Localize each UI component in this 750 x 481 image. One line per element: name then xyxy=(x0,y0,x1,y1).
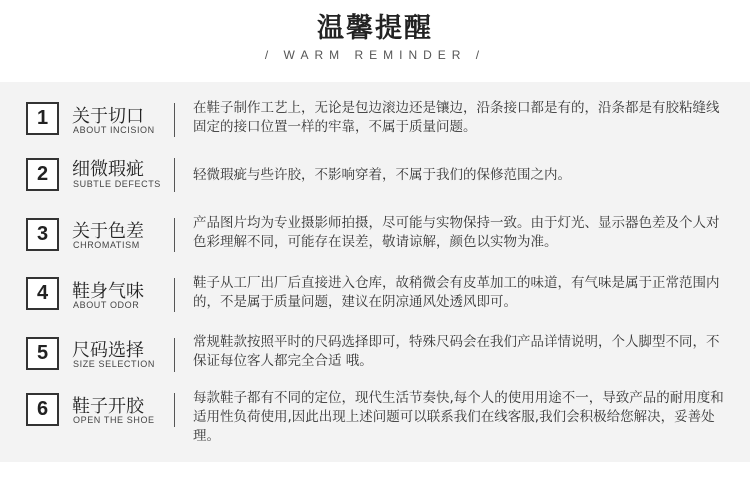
item-number: 3 xyxy=(26,218,59,251)
item-subtitle: SIZE SELECTION xyxy=(73,359,155,369)
item-description: 鞋子从工厂出厂后直接进入仓库，故稍微会有皮革加工的味道，有气味是属于正常范围内的，不是属于质量问题，建议在阴凉通风处透风即可。 xyxy=(193,275,720,310)
item-description: 每款鞋子都有不同的定位，现代生活节奏快,每个人的使用用途不一，导致产品的耐用度和适用性负荷使用,因此出现上述问题可以联系我们在线客服,我们会积极给您解决，妥善处理。 xyxy=(193,390,724,444)
item-title: 细微瑕疵 xyxy=(72,159,144,180)
item-subtitle: CHROMATISM xyxy=(73,240,140,250)
reminder-item-incision xyxy=(0,92,750,150)
divider xyxy=(174,218,175,252)
item-title: 尺码选择 xyxy=(72,340,144,361)
divider xyxy=(174,393,175,427)
item-title: 鞋子开胶 xyxy=(72,396,144,417)
page-title: 温馨提醒 xyxy=(317,13,433,44)
item-description: 常规鞋款按照平时的尺码选择即可，特殊尺码会在我们产品详情说明，个人脚型不同，不保证每位客人都完全合适 哦。 xyxy=(193,334,720,369)
item-title: 鞋身气味 xyxy=(72,281,144,302)
item-number: 1 xyxy=(26,102,59,135)
reminder-item-defects xyxy=(0,150,750,208)
item-title: 关于切口 xyxy=(72,106,144,127)
divider xyxy=(174,158,175,192)
item-subtitle: SUBTLE DEFECTS xyxy=(73,179,161,189)
item-subtitle: ABOUT INCISION xyxy=(73,125,155,135)
item-number: 6 xyxy=(26,393,59,426)
item-number: 4 xyxy=(26,277,59,310)
item-subtitle: OPEN THE SHOE xyxy=(73,415,155,425)
reminder-item-chromatism xyxy=(0,208,750,266)
item-number: 5 xyxy=(26,337,59,370)
header xyxy=(0,0,750,80)
page-subtitle: / WARM REMINDER / xyxy=(264,48,486,62)
reminder-item-odor xyxy=(0,268,750,326)
item-title: 关于色差 xyxy=(72,221,144,242)
reminder-item-open-shoe xyxy=(0,386,750,458)
divider xyxy=(174,278,175,312)
item-description: 在鞋子制作工艺上，无论是包边滚边还是镶边，沿条接口都是有的，沿条都是有胶粘缝线固定的接口位置一样的牢靠，不属于质量问题。 xyxy=(193,100,720,135)
divider xyxy=(174,103,175,137)
reminder-item-size xyxy=(0,328,750,386)
item-description: 轻微瑕疵与些许胶，不影响穿着，不属于我们的保修范围之内。 xyxy=(193,167,571,183)
item-subtitle: ABOUT ODOR xyxy=(73,300,140,310)
item-description: 产品图片均为专业摄影师拍摄，尽可能与实物保持一致。由于灯光、显示器色差及个人对色彩理解不同，可能存在误差，敬请谅解，颜色以实物为准。 xyxy=(193,215,720,250)
divider xyxy=(174,338,175,372)
item-number: 2 xyxy=(26,158,59,191)
